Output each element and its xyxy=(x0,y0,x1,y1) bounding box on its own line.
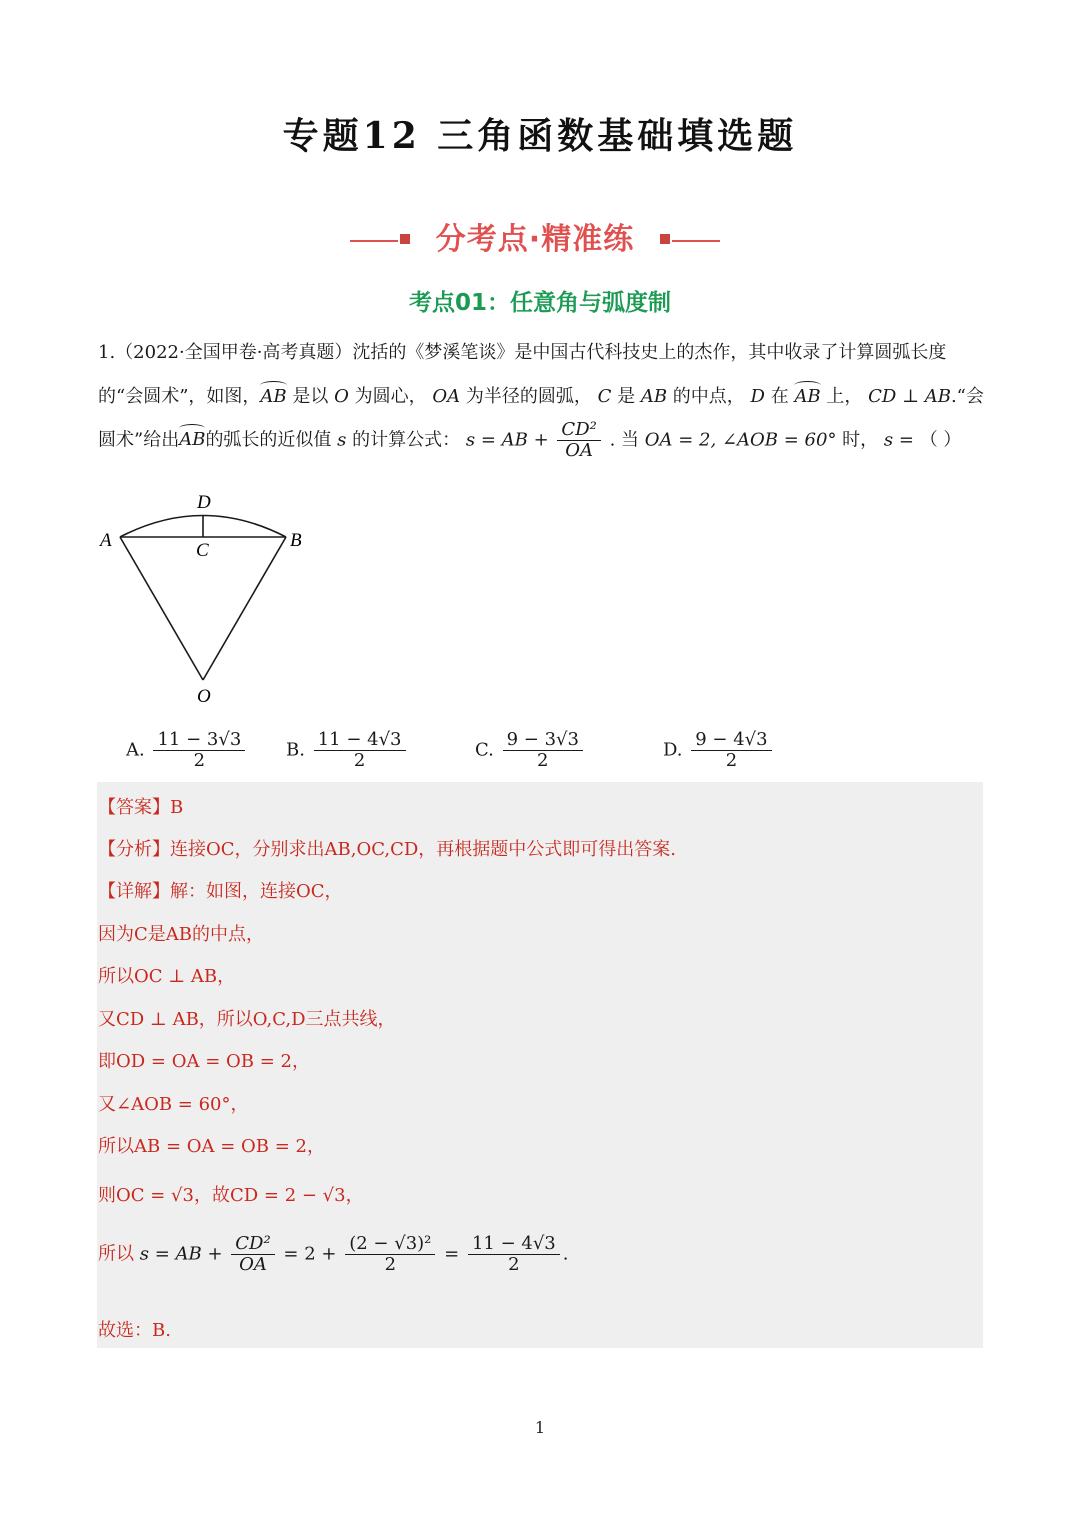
question-line-1 xyxy=(98,338,946,364)
question-text: 的弧长的近似值 xyxy=(205,429,332,451)
fraction-numerator: (2 − √3)² xyxy=(345,1234,435,1255)
choice-letter: D. xyxy=(663,739,683,761)
fraction-denominator: OA xyxy=(565,439,594,461)
answer-blank: （ ） xyxy=(919,429,962,451)
analysis-label: 【分析】 xyxy=(98,839,170,860)
question-text: 的计算公式： xyxy=(352,429,461,451)
choice-c[interactable] xyxy=(475,730,586,771)
final-end: . xyxy=(562,1243,569,1265)
point-d: D xyxy=(750,386,765,407)
choice-a[interactable] xyxy=(126,730,248,771)
segment-ab: AB xyxy=(640,386,668,407)
solution-step: 又CD ⊥ AB，所以O,C,D三点共线， xyxy=(98,1009,396,1030)
question-text: .“会 xyxy=(950,386,984,407)
solution-step: 即OD = OA = OB = 2， xyxy=(98,1051,310,1072)
question-text: 是 xyxy=(617,386,636,407)
banner-right-square xyxy=(660,234,670,244)
formula-lhs: s = AB + xyxy=(465,429,549,451)
arc-ab: AB xyxy=(179,429,206,451)
document-title: 专题12 三角函数基础填选题 xyxy=(282,115,798,157)
question-text: 1.（2022·全国甲卷·高考真题）沈括的《梦溪笔谈》是中国古代科技史上的杰作，其中收录了计算圆弧长度 xyxy=(98,342,947,363)
question-text: 在 xyxy=(770,386,789,407)
final-fraction-1 xyxy=(231,1234,274,1275)
page-number: 1 xyxy=(534,1418,546,1437)
radius-ob xyxy=(203,537,286,680)
label-d: D xyxy=(197,492,211,513)
choice-letter: B. xyxy=(286,739,305,761)
fraction-numerator: 11 − 3√3 xyxy=(153,730,245,751)
final-prefix: 所以 xyxy=(98,1243,134,1265)
label-c: C xyxy=(196,540,209,561)
final-computation xyxy=(98,1234,569,1275)
detail-label: 【详解】 xyxy=(98,881,170,902)
question-text: 的“会圆术”，如图， xyxy=(98,386,261,407)
fraction-numerator: 11 − 4√3 xyxy=(314,730,406,751)
answer-label: 【答案】 xyxy=(98,797,170,818)
choice-letter: A. xyxy=(126,739,145,761)
label-b: B xyxy=(290,530,302,551)
radius-oa xyxy=(120,537,203,680)
fraction-denominator: 2 xyxy=(537,749,549,771)
final-equals: = xyxy=(444,1243,460,1265)
analysis-text: 连接OC，分别求出AB,OC,CD，再根据题中公式即可得出答案. xyxy=(170,839,677,860)
question-text: 为半径的圆弧， xyxy=(465,386,592,407)
question-text: 圆术”给出 xyxy=(98,429,180,451)
question-text: 是以 xyxy=(292,386,329,407)
question-line-3 xyxy=(98,420,961,461)
choice-b[interactable] xyxy=(286,730,409,771)
point-o: O xyxy=(334,386,349,407)
fraction-denominator: 2 xyxy=(725,749,738,771)
question-text: 时， xyxy=(842,429,879,451)
fraction-denominator: 2 xyxy=(384,1253,397,1275)
fraction-numerator: CD² xyxy=(231,1234,274,1255)
fraction-denominator: 2 xyxy=(508,1253,520,1275)
answer-value: B xyxy=(170,797,184,818)
choice-fraction xyxy=(153,730,245,771)
label-a: A xyxy=(100,530,112,551)
fraction-numerator: CD² xyxy=(557,420,600,441)
fraction-denominator: 2 xyxy=(353,749,366,771)
choice-letter: C. xyxy=(475,739,494,761)
s-equals: s = xyxy=(883,429,914,451)
question-text: 上， xyxy=(826,386,863,407)
fraction-denominator: OA xyxy=(239,1253,267,1275)
section-heading: 考点01：任意角与弧度制 xyxy=(408,290,671,316)
section-banner xyxy=(350,210,720,256)
fraction-denominator: 2 xyxy=(193,749,206,771)
condition: OA = 2, ∠AOB = 60° xyxy=(644,429,837,451)
question-line-2 xyxy=(98,382,984,408)
solution-step: 所以AB = OA = OB = 2， xyxy=(98,1136,325,1157)
banner-right-line xyxy=(672,240,720,242)
solution-step: 又∠AOB = 60°， xyxy=(98,1094,249,1115)
fraction-numerator: 9 − 3√3 xyxy=(503,730,583,751)
segment-oa: OA xyxy=(432,386,461,407)
final-fraction-3 xyxy=(468,1234,560,1275)
point-c: C xyxy=(597,386,612,407)
choice-fraction xyxy=(691,730,771,771)
answer-line xyxy=(98,793,183,819)
arc-ab: AB xyxy=(794,386,821,407)
question-text: 的中点， xyxy=(672,386,745,407)
final-mid: = 2 + xyxy=(283,1243,337,1265)
label-o: O xyxy=(197,686,211,707)
arc-ab: AB xyxy=(260,386,287,407)
question-text: 为圆心， xyxy=(354,386,427,407)
fraction-numerator: 11 − 4√3 xyxy=(468,1234,560,1255)
sector-figure xyxy=(96,486,316,708)
detail-text: 解：如图，连接OC， xyxy=(170,881,343,902)
detail-line xyxy=(98,877,343,903)
final-lhs: s = AB + xyxy=(139,1243,223,1265)
analysis-line xyxy=(98,835,676,861)
formula-fraction xyxy=(557,420,600,461)
choice-d[interactable] xyxy=(663,730,775,771)
final-fraction-2 xyxy=(345,1234,435,1275)
fraction-numerator: 9 − 4√3 xyxy=(691,730,771,751)
solution-step: 因为C是AB的中点， xyxy=(98,924,264,945)
conclusion: 故选：B. xyxy=(98,1320,171,1341)
solution-step: 则OC = √3，故CD = 2 − √3， xyxy=(98,1185,364,1206)
cd-perp-ab: CD ⊥ AB xyxy=(868,386,951,407)
solution-step: 所以OC ⊥ AB， xyxy=(98,966,236,987)
variable-s: s xyxy=(337,429,347,451)
question-text: . 当 xyxy=(609,429,640,451)
choice-fraction xyxy=(314,730,406,771)
choice-fraction xyxy=(503,730,583,771)
banner-text: 分考点·精准练 xyxy=(435,222,635,257)
